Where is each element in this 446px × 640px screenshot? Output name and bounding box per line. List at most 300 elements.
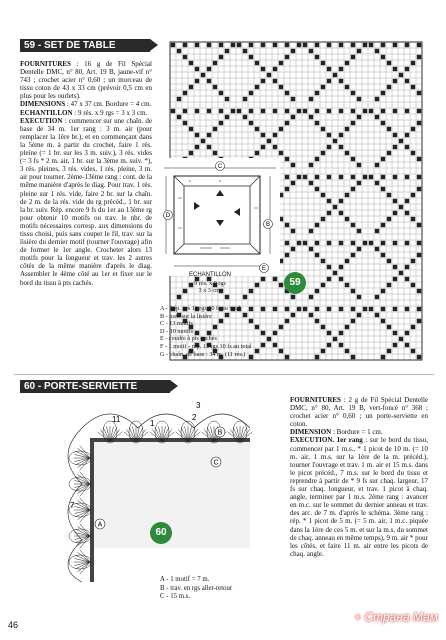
diagram-label-a: A	[97, 521, 103, 529]
filled-mesh-cell	[345, 217, 349, 221]
filled-mesh-cell	[381, 175, 385, 179]
filled-mesh-cell	[417, 43, 421, 47]
filled-mesh-cell	[249, 43, 253, 47]
filled-mesh-cell	[297, 241, 301, 245]
filled-mesh-cell	[249, 121, 253, 125]
filled-mesh-cell	[393, 307, 397, 311]
filled-mesh-cell	[321, 217, 325, 221]
filled-mesh-cell	[321, 85, 325, 89]
filled-mesh-cell	[417, 187, 421, 191]
filled-mesh-cell	[387, 259, 391, 263]
filled-mesh-cell	[249, 289, 253, 293]
filled-mesh-cell	[339, 67, 343, 71]
filled-mesh-cell	[351, 223, 355, 227]
filled-mesh-cell	[405, 79, 409, 83]
filled-mesh-cell	[261, 277, 265, 281]
filled-mesh-cell	[309, 97, 313, 101]
filled-mesh-cell	[273, 277, 277, 281]
filled-mesh-cell	[405, 43, 409, 47]
filled-mesh-cell	[327, 109, 331, 113]
filled-mesh-cell	[285, 175, 289, 179]
filled-mesh-cell	[315, 55, 319, 59]
filled-mesh-cell	[417, 319, 421, 323]
dimension-text: : Bordure = 1 cm.	[331, 428, 383, 437]
filled-mesh-cell	[285, 121, 289, 125]
filled-mesh-cell	[387, 217, 391, 221]
filled-mesh-cell	[285, 157, 289, 161]
filled-mesh-cell	[261, 67, 265, 71]
filled-mesh-cell	[315, 91, 319, 95]
filled-mesh-cell	[339, 199, 343, 203]
filled-mesh-cell	[207, 109, 211, 113]
filled-mesh-cell	[375, 229, 379, 233]
legend-item: G - chaîn. de base : 34 m. (11 rés.)	[160, 350, 246, 358]
filled-mesh-cell	[279, 61, 283, 65]
filled-mesh-cell	[363, 307, 367, 311]
filled-mesh-cell	[285, 241, 289, 245]
legend-item: A - 1 motif = 7 m.	[160, 576, 210, 583]
filled-mesh-cell	[339, 175, 343, 179]
filled-mesh-cell	[261, 133, 265, 137]
filled-mesh-cell	[171, 43, 175, 47]
filled-mesh-cell	[375, 97, 379, 101]
filled-mesh-cell	[417, 157, 421, 161]
filled-mesh-cell	[303, 43, 307, 47]
filled-mesh-cell	[405, 343, 409, 347]
filled-mesh-cell	[189, 85, 193, 89]
filled-mesh-cell	[189, 61, 193, 65]
filled-mesh-cell	[381, 55, 385, 59]
diagram-number: 7	[70, 501, 75, 510]
filled-mesh-cell	[183, 109, 187, 113]
execution-label: EXECUTION	[20, 116, 63, 125]
filled-mesh-cell	[291, 295, 295, 299]
filled-mesh-cell	[351, 241, 355, 245]
section-60-legend	[160, 576, 280, 602]
filled-mesh-cell	[261, 109, 265, 113]
filled-mesh-cell	[189, 127, 193, 131]
filled-mesh-cell	[375, 115, 379, 119]
filled-mesh-cell	[225, 295, 229, 299]
filled-mesh-cell	[237, 109, 241, 113]
filled-mesh-cell	[315, 175, 319, 179]
filled-mesh-cell	[339, 343, 343, 347]
legend-item: C - 15 m.s.	[160, 593, 191, 600]
filled-mesh-cell	[309, 295, 313, 299]
filled-mesh-cell	[249, 109, 253, 113]
filled-mesh-cell	[231, 43, 235, 47]
filled-mesh-cell	[267, 139, 271, 143]
filled-mesh-cell	[309, 181, 313, 185]
filled-mesh-cell	[411, 61, 415, 65]
filled-mesh-cell	[339, 277, 343, 281]
filled-mesh-cell	[381, 307, 385, 311]
filled-mesh-cell	[219, 43, 223, 47]
filled-mesh-cell	[285, 55, 289, 59]
filled-mesh-cell	[375, 49, 379, 53]
filled-mesh-cell	[273, 109, 277, 113]
filled-mesh-cell	[195, 79, 199, 83]
filled-mesh-cell	[405, 67, 409, 71]
filled-mesh-cell	[297, 43, 301, 47]
filled-mesh-cell	[393, 133, 397, 137]
filled-mesh-cell	[321, 325, 325, 329]
filled-mesh-cell	[207, 43, 211, 47]
filled-mesh-cell	[399, 73, 403, 77]
filled-mesh-cell	[351, 355, 355, 359]
section-59-instructions	[20, 60, 152, 287]
fournitures-text: : 16 g de Fil Spécial Dentelle DMC, n° 80, Art. 19 B, jaune-vif n° 743 ; crochet acier n° 0,60 ; un morceau de tissu coton de 43 x 33 cm (prévoir 0,5 cm en plus pour les ourlets).	[20, 60, 152, 101]
filled-mesh-cell	[291, 181, 295, 185]
badge-60-number: 60	[155, 527, 167, 538]
filled-mesh-cell	[315, 223, 319, 227]
filled-mesh-cell	[393, 67, 397, 71]
filled-mesh-cell	[291, 163, 295, 167]
filled-mesh-cell	[351, 187, 355, 191]
filled-mesh-cell	[405, 331, 409, 335]
filled-mesh-cell	[375, 313, 379, 317]
filled-mesh-cell	[339, 133, 343, 137]
filled-mesh-cell	[417, 241, 421, 245]
filled-mesh-cell	[291, 97, 295, 101]
filled-mesh-cell	[357, 295, 361, 299]
filled-mesh-cell	[345, 349, 349, 353]
section-59-title: 59 - SET DE TABLE	[24, 40, 116, 51]
echantillon-label: ECHANTILLON	[20, 108, 73, 117]
filled-mesh-cell	[183, 43, 187, 47]
filled-mesh-cell	[213, 151, 217, 155]
filled-mesh-cell	[327, 331, 331, 335]
filled-mesh-cell	[345, 85, 349, 89]
tablecloth-layout-diagram	[160, 158, 280, 276]
filled-mesh-cell	[339, 145, 343, 149]
filled-mesh-cell	[339, 79, 343, 83]
filled-mesh-cell	[387, 61, 391, 65]
filled-mesh-cell	[315, 109, 319, 113]
section-59-header	[20, 39, 150, 52]
legend-item: F - 1 motif - rép. 13 rgs 10 fs au total	[160, 342, 252, 350]
filled-mesh-cell	[411, 259, 415, 263]
filled-mesh-cell	[261, 43, 265, 47]
filled-mesh-cell	[369, 241, 373, 245]
fournitures-text: : 2 g de Fil Spécial Dentelle DMC, n° 80, Art. 19 B, vert-foncé n° 368 ; crochet acier n° 0,60 ; un porte-serviette en coton.	[290, 396, 428, 429]
filled-mesh-cell	[387, 283, 391, 287]
legend-item: D - 10 motifs	[160, 327, 194, 335]
filled-mesh-cell	[195, 145, 199, 149]
filled-mesh-cell	[357, 229, 361, 233]
filled-mesh-cell	[309, 115, 313, 119]
filled-mesh-cell	[405, 145, 409, 149]
filled-mesh-cell	[327, 307, 331, 311]
filled-mesh-cell	[303, 241, 307, 245]
section-60-instructions	[290, 396, 428, 558]
filled-mesh-cell	[339, 331, 343, 335]
filled-mesh-cell	[327, 175, 331, 179]
diagram-number: 11	[112, 415, 121, 424]
filled-mesh-cell	[351, 43, 355, 47]
caption-line-2: 9 rés. x 9 rgs	[194, 279, 226, 287]
filled-mesh-cell	[219, 121, 223, 125]
filled-mesh-cell	[351, 289, 355, 293]
filled-mesh-cell	[393, 343, 397, 347]
filled-mesh-cell	[177, 49, 181, 53]
filled-mesh-cell	[279, 151, 283, 155]
filled-mesh-cell	[255, 151, 259, 155]
filled-mesh-cell	[225, 115, 229, 119]
filled-mesh-cell	[327, 133, 331, 137]
filled-mesh-cell	[411, 193, 415, 197]
filled-mesh-cell	[405, 175, 409, 179]
filled-mesh-cell	[405, 133, 409, 137]
filled-mesh-cell	[345, 325, 349, 329]
filled-mesh-cell	[303, 109, 307, 113]
legend-item: B - trav. en rgs aller-retour	[160, 584, 233, 592]
filled-mesh-cell	[327, 211, 331, 215]
napkin-border-diagram	[20, 398, 260, 588]
filled-mesh-cell	[393, 79, 397, 83]
diagram-number: 1	[150, 419, 155, 428]
filled-mesh-cell	[405, 211, 409, 215]
filled-mesh-cell	[393, 43, 397, 47]
filled-mesh-cell	[417, 55, 421, 59]
filled-mesh-cell	[261, 79, 265, 83]
filled-mesh-cell	[255, 85, 259, 89]
fournitures-label: FOURNITURES	[290, 396, 341, 404]
filled-mesh-cell	[357, 247, 361, 251]
diagram-number: 3	[196, 401, 201, 410]
filled-mesh-cell	[327, 199, 331, 203]
filled-mesh-cell	[399, 139, 403, 143]
filled-mesh-cell	[351, 253, 355, 257]
dimensions-text: : 47 x 37 cm. Bordure = 4 cm.	[65, 100, 152, 109]
filled-mesh-cell	[201, 139, 205, 143]
section-60-badge	[150, 522, 172, 544]
filled-mesh-cell	[225, 49, 229, 53]
filled-mesh-cell	[273, 79, 277, 83]
filled-mesh-cell	[411, 151, 415, 155]
site-watermark: + Страна Мам	[354, 610, 438, 624]
filled-mesh-cell	[417, 121, 421, 125]
filled-mesh-cell	[393, 109, 397, 113]
filled-mesh-cell	[411, 283, 415, 287]
filled-mesh-cell	[309, 163, 313, 167]
filled-mesh-cell	[387, 325, 391, 329]
filled-mesh-cell	[381, 241, 385, 245]
filled-mesh-cell	[387, 193, 391, 197]
filled-mesh-cell	[405, 307, 409, 311]
filled-mesh-cell	[405, 265, 409, 269]
filled-mesh-cell	[249, 91, 253, 95]
filled-mesh-cell	[333, 73, 337, 77]
filled-mesh-cell	[315, 121, 319, 125]
filled-mesh-cell	[183, 55, 187, 59]
filled-mesh-cell	[339, 109, 343, 113]
section-divider	[14, 374, 434, 375]
layout-label-d: D	[165, 213, 171, 219]
filled-mesh-cell	[327, 79, 331, 83]
legend-item: A - Rép. ces 11 rgs 10 fs au total	[160, 305, 241, 312]
layout-label-e: E	[261, 266, 267, 272]
filled-mesh-cell	[333, 139, 337, 143]
filled-mesh-cell	[357, 163, 361, 167]
filled-mesh-cell	[387, 127, 391, 131]
filled-mesh-cell	[405, 277, 409, 281]
filled-mesh-cell	[261, 145, 265, 149]
filled-mesh-cell	[183, 121, 187, 125]
filled-mesh-cell	[393, 199, 397, 203]
filled-mesh-cell	[243, 115, 247, 119]
filled-mesh-cell	[411, 325, 415, 329]
filled-mesh-cell	[405, 241, 409, 245]
filled-mesh-cell	[381, 253, 385, 257]
filled-mesh-cell	[345, 127, 349, 131]
execution-label: EXECUTION. 1er rang	[290, 436, 363, 445]
execution-text: : sur le bord du tissu, commencer par 1 m.s., * 1 picot de 10 m. (= 10 m. air, 1 m.s. sur la 1ère de la m. précéd.), tourner l'ouvrage et trav. 1 m. air et 15 m.s. dans le picot précéd., 7 m.s. sur le bord du tissu et reprendre à partir de * 9 fs sur chaq. largeur, 17 fs sur chaq. longueur, et trav. 1 picot à chaq. angle, terminer par 1 m.s. 2ème rang : avancer en m.c. sur le sommet du dernier anneau et trav. des arc. de 7 m. d'après le schéma. 3ème rang : rép. * 1 picot de 5 m. (= 5 m. air, 1 m.c. piquée dans la 1ère de ces 5 m. et sur la m.s. du sommet de chaq. anneau en même temps), 9 m. air * pour les côtés, et faire 11 m. air entre les picots de chaq. angle.	[290, 436, 428, 558]
echantillon-text: : 9 rés. x 9 rgs = 3 x 3 cm.	[72, 108, 148, 117]
filled-mesh-cell	[333, 205, 337, 209]
filled-mesh-cell	[351, 121, 355, 125]
filled-mesh-cell	[315, 319, 319, 323]
filled-mesh-cell	[339, 265, 343, 269]
filled-mesh-cell	[345, 259, 349, 263]
filled-mesh-cell	[351, 109, 355, 113]
filled-mesh-cell	[213, 61, 217, 65]
filled-mesh-cell	[417, 355, 421, 359]
filled-mesh-cell	[309, 49, 313, 53]
filled-mesh-cell	[339, 211, 343, 215]
filled-mesh-cell	[411, 349, 415, 353]
filled-mesh-cell	[177, 97, 181, 101]
filled-mesh-cell	[357, 313, 361, 317]
filled-mesh-cell	[345, 283, 349, 287]
filled-mesh-cell	[255, 61, 259, 65]
filled-mesh-cell	[393, 241, 397, 245]
filled-mesh-cell	[219, 55, 223, 59]
page-number: 46	[8, 620, 19, 630]
filled-mesh-cell	[321, 127, 325, 131]
filled-mesh-cell	[387, 349, 391, 353]
filled-mesh-cell	[195, 43, 199, 47]
filled-mesh-cell	[393, 277, 397, 281]
filled-mesh-cell	[315, 307, 319, 311]
filled-mesh-cell	[417, 109, 421, 113]
filled-mesh-cell	[417, 223, 421, 227]
diagram-number: 2	[192, 413, 197, 422]
filled-mesh-cell	[321, 283, 325, 287]
filled-mesh-cell	[309, 247, 313, 251]
filled-mesh-cell	[381, 109, 385, 113]
filled-mesh-cell	[327, 241, 331, 245]
filled-mesh-cell	[195, 133, 199, 137]
filled-mesh-cell	[273, 145, 277, 149]
filled-mesh-cell	[195, 67, 199, 71]
filled-mesh-cell	[405, 109, 409, 113]
filled-mesh-cell	[327, 67, 331, 71]
filled-mesh-cell	[339, 43, 343, 47]
filled-mesh-cell	[315, 289, 319, 293]
filled-mesh-cell	[273, 133, 277, 137]
filled-mesh-cell	[297, 175, 301, 179]
filled-mesh-cell	[381, 355, 385, 359]
filled-mesh-cell	[231, 109, 235, 113]
dimension-label: DIMENSION	[290, 428, 332, 437]
filled-mesh-cell	[243, 97, 247, 101]
execution-text: : commencer sur une chaîn. de base de 34 m. 1er rang : 3 m. air (pour remplacer la 1ère br.), et en commençant dans la 5ème m. à partir du crochet, faire 1 rés. pleine (= 1 br. sur les 3 m. suiv.), 3 rés. vides (= 3 fs * 2 m. air, 1 br. sur la 3ème m. suiv. *), 3 rés. pleines, 3 rés. vides, 1 rés. pleine, 3 m. air pour tourner. 2ème-13ème rang : cont. de la même manière d'après le diag. Pour trav. 1 rés. pleine sur 1 rés. vide, faire 2 br. sur la chaîn. de 2 m. de la rés. vide du rg précéd., 1 br. sur la br. suiv. Rép. encore 9 fs du 1er au 13ème rg pour obtenir 10 motifs ou trav. le nbr. de motifs nécessaires corresp. aux dimensions du tissu choisi, puis sans couper le fil, trav. sur la lisière du dernier motif (tourner l'ouvrage) afin de former le 1er angle. Crocheter alors 13 motifs pour la longueur et trav. les 2 autres côtés de la même manière d'après le diag. Assembler le 4ème côté au 1er et fixer sur le bord du tissu à pts cachés.	[20, 116, 152, 287]
filled-mesh-cell	[321, 151, 325, 155]
filled-mesh-cell	[393, 265, 397, 269]
section-59-legend	[160, 305, 310, 358]
filled-mesh-cell	[321, 61, 325, 65]
filled-mesh-cell	[285, 223, 289, 227]
filled-mesh-cell	[381, 121, 385, 125]
filled-mesh-cell	[381, 289, 385, 293]
filled-mesh-cell	[279, 85, 283, 89]
filled-mesh-cell	[255, 127, 259, 131]
filled-mesh-cell	[225, 97, 229, 101]
filled-mesh-cell	[315, 355, 319, 359]
layout-label-c: C	[217, 164, 223, 170]
filled-mesh-cell	[417, 253, 421, 257]
filled-mesh-cell	[243, 49, 247, 53]
filled-mesh-cell	[381, 91, 385, 95]
badge-59-number: 59	[289, 277, 301, 288]
filled-mesh-cell	[285, 253, 289, 257]
filled-mesh-cell	[393, 175, 397, 179]
diagram-label-c: C	[213, 459, 219, 467]
filled-mesh-cell	[345, 193, 349, 197]
filled-mesh-cell	[255, 283, 259, 287]
filled-mesh-cell	[291, 115, 295, 119]
filled-mesh-cell	[357, 181, 361, 185]
filled-mesh-cell	[327, 277, 331, 281]
filled-mesh-cell	[363, 109, 367, 113]
filled-mesh-cell	[417, 175, 421, 179]
filled-mesh-cell	[363, 175, 367, 179]
filled-mesh-cell	[321, 193, 325, 197]
filled-mesh-cell	[273, 43, 277, 47]
filled-mesh-cell	[405, 199, 409, 203]
filled-mesh-cell	[321, 259, 325, 263]
filled-mesh-cell	[417, 289, 421, 293]
legend-item: B - trav. sur la lisière	[160, 312, 212, 320]
filled-mesh-cell	[381, 157, 385, 161]
filled-mesh-cell	[357, 115, 361, 119]
filled-mesh-cell	[279, 283, 283, 287]
filled-mesh-cell	[273, 67, 277, 71]
legend-item: E - coudre à pts cachés	[160, 335, 217, 343]
filled-mesh-cell	[351, 157, 355, 161]
filled-mesh-cell	[207, 145, 211, 149]
filled-mesh-cell	[321, 349, 325, 353]
filled-mesh-cell	[237, 43, 241, 47]
filled-mesh-cell	[333, 271, 337, 275]
filled-mesh-cell	[399, 205, 403, 209]
filled-mesh-cell	[315, 157, 319, 161]
filled-mesh-cell	[219, 109, 223, 113]
filled-mesh-cell	[357, 97, 361, 101]
filled-mesh-cell	[351, 319, 355, 323]
filled-mesh-cell	[375, 163, 379, 167]
filled-mesh-cell	[327, 145, 331, 149]
filled-mesh-cell	[285, 187, 289, 191]
filled-mesh-cell	[249, 55, 253, 59]
caption-line-1: ECHANTILLON	[188, 272, 231, 278]
filled-mesh-cell	[207, 79, 211, 83]
echantillon-caption	[175, 272, 245, 295]
filled-mesh-cell	[309, 229, 313, 233]
caption-line-3: 3 x 3 cm.	[198, 287, 222, 295]
filled-mesh-cell	[339, 241, 343, 245]
